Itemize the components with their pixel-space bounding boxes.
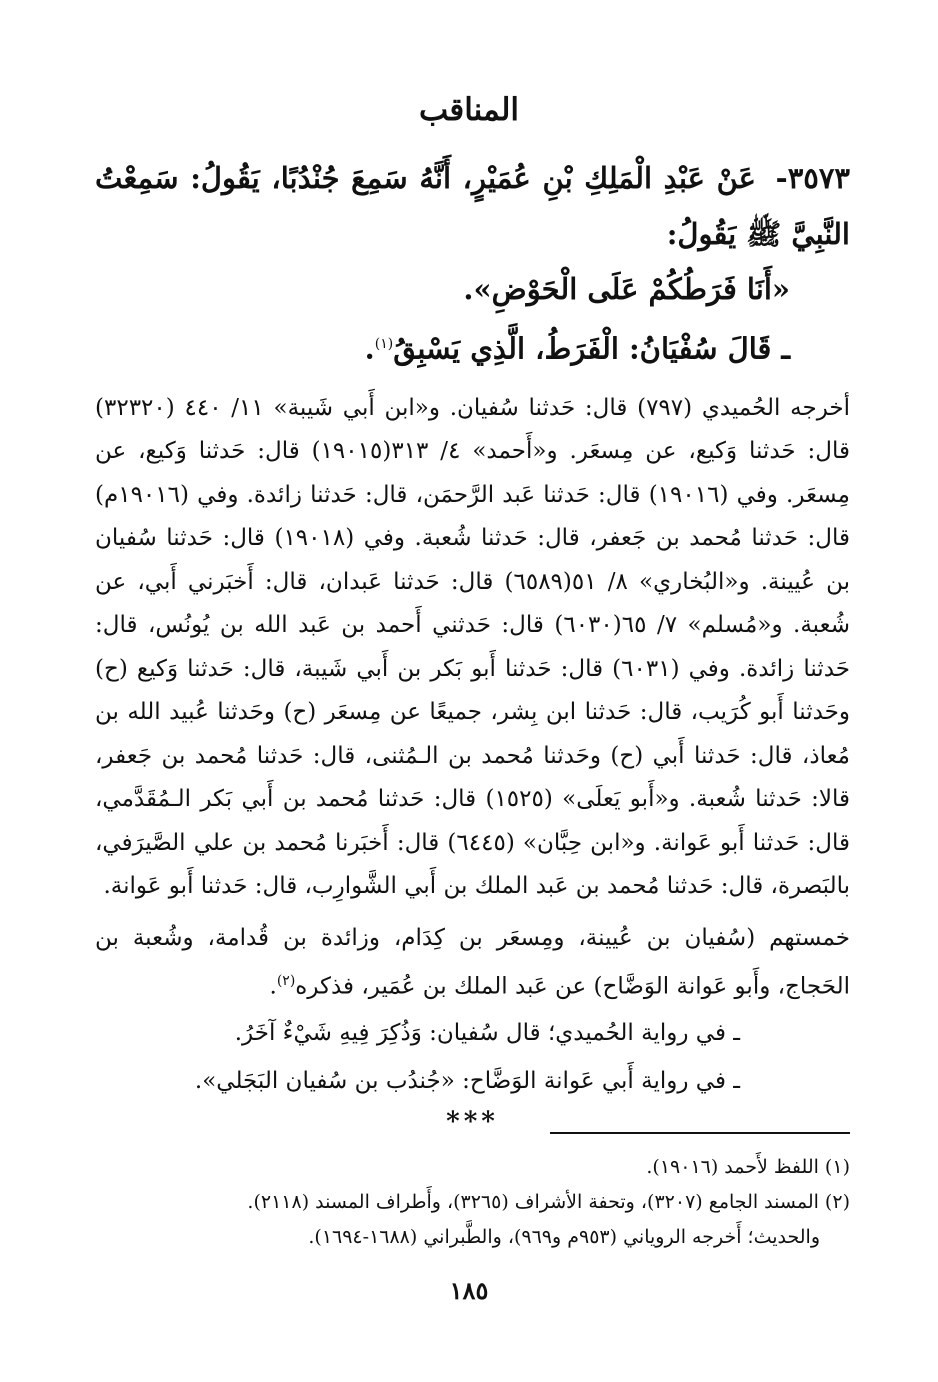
footnote-1: (١) اللفظ لأَحمد (١٩٠١٦). [646, 1156, 850, 1178]
hadith-body: عَنْ عَبْدِ الْمَلِكِ بْنِ عُمَيْرٍ، أَنَّهُ سَمِعَ جُنْدُبًا، يَقُولُ: سَمِعْتُ النَّبِيَّ ﷺ يَقُولُ: [95, 161, 850, 251]
footnote-2-continued: والحديث؛ أَخرجه الروياني (٩٥٣م و٩٦٩)، والطَّبراني (١٦٨٨-١٦٩٤). [308, 1226, 820, 1248]
summary-paragraph [95, 917, 850, 1010]
summary-text: خمستهم (سُفيان بن عُيينة، ومِسعَر بن كِدَام، وزائدة بن قُدامة، وشُعبة بن الحَجاج، وأَبو عَوانة الوَضَّاح) عن عَبد الملك بن عُمَير، فذكره [95, 924, 850, 1000]
footnote-ref-2[interactable]: (٢) [276, 973, 296, 990]
hadith-number: ٣٥٧٣- [775, 161, 851, 195]
section-divider-stars: *** [446, 1107, 499, 1138]
humaydi-note: ـ في رواية الحُميدي؛ قال سُفيان: وَذُكِرَ فِيهِ شَيْءٌ آخَرُ. [234, 1020, 740, 1047]
footnotes [95, 1150, 850, 1255]
sufyan-note-end: . [364, 331, 375, 366]
page-number: ١٨٥ [449, 1276, 489, 1305]
sufyan-note [95, 317, 850, 377]
main-text [95, 150, 850, 1137]
hadith-text [95, 150, 850, 262]
page-header: المناقب [418, 92, 520, 128]
footnote-separator [550, 1132, 850, 1134]
hadith-quote: «أَنَا فَرَطُكُمْ عَلَى الْحَوْضِ». [463, 272, 790, 306]
summary-end: . [269, 973, 277, 1000]
footnote-ref-1[interactable]: (١) [374, 336, 394, 352]
abu-awana-note: ـ في رواية أَبي عَوانة الوَضَّاح: «جُندُب بن سُفيان البَجَلي». [194, 1068, 740, 1095]
footnote-2: (٢) المسند الجامع (٣٢٠٧)، وتحفة الأشراف (٣٢٦٥)، وأَطراف المسند (٢١١٨). [247, 1191, 850, 1213]
takhrij-paragraph: أخرجه الحُميدي (٧٩٧) قال: حَدثنا سُفيان. و«ابن أَبي شَيبة» ١١/ ٤٤٠ (٣٢٣٢٠) قال: حَدثنا وَكيع، عن مِسعَر. و«أَحمد» ٤/ ٣١٣(١٩٠١٥) قال: حَدثنا وَكيع، عن مِسعَر. وفي (١٩٠١٦) قال: حَدثنا عَبد الرَّحمَن، قال: حَدثنا زائدة. وفي (١٩٠١٦م) قال: حَدثنا مُحمد بن جَعفر، قال: حَدثنا شُعبة. وفي (١٩٠١٨) قال: حَدثنا سُفيان بن عُيينة. و«البُخاري» ٨/ ٥١(٦٥٨٩) قال: حَدثنا عَبدان، قال: أَخبَرني أَبي، عن شُعبة. و«مُسلم» ٧/ ٦٥(٦٠٣٠) قال: حَدثني أَحمد بن عَبد الله بن يُونُس، قال: حَدثنا زائدة. وفي (٦٠٣١) قال: حَدثنا أَبو بَكر بن أَبي شَيبة، قال: حَدثنا وَكيع (ح) وحَدثنا أَبو كُرَيب، قال: حَدثنا ابن بِشر، جميعًا عن مِسعَر (ح) وحَدثنا عُبيد الله بن مُعاذ، قال: حَدثنا أَبي (ح) وحَدثنا مُحمد بن الـمُثنى، قال: حَدثنا مُحمد بن جَعفر، قالا: حَدثنا شُعبة. و«أَبو يَعلَى» (١٥٢٥) قال: حَدثنا مُحمد بن أَبي بَكر الـمُقَدَّمي، قال: حَدثنا أَبو عَوانة. و«ابن حِبَّان» (٦٤٤٥) قال: أَخبَرنا مُحمد بن علي الصَّيرَفي، بالبَصرة، قال: حَدثنا مُحمد بن عَبد الملك بن أَبي الشَّوارِب، قال: حَدثنا أَبو عَوانة. [95, 394, 850, 900]
sufyan-note-text: ـ قَالَ سُفْيَانُ: الْفَرَطُ، الَّذِي يَسْبِقُ [393, 331, 790, 366]
